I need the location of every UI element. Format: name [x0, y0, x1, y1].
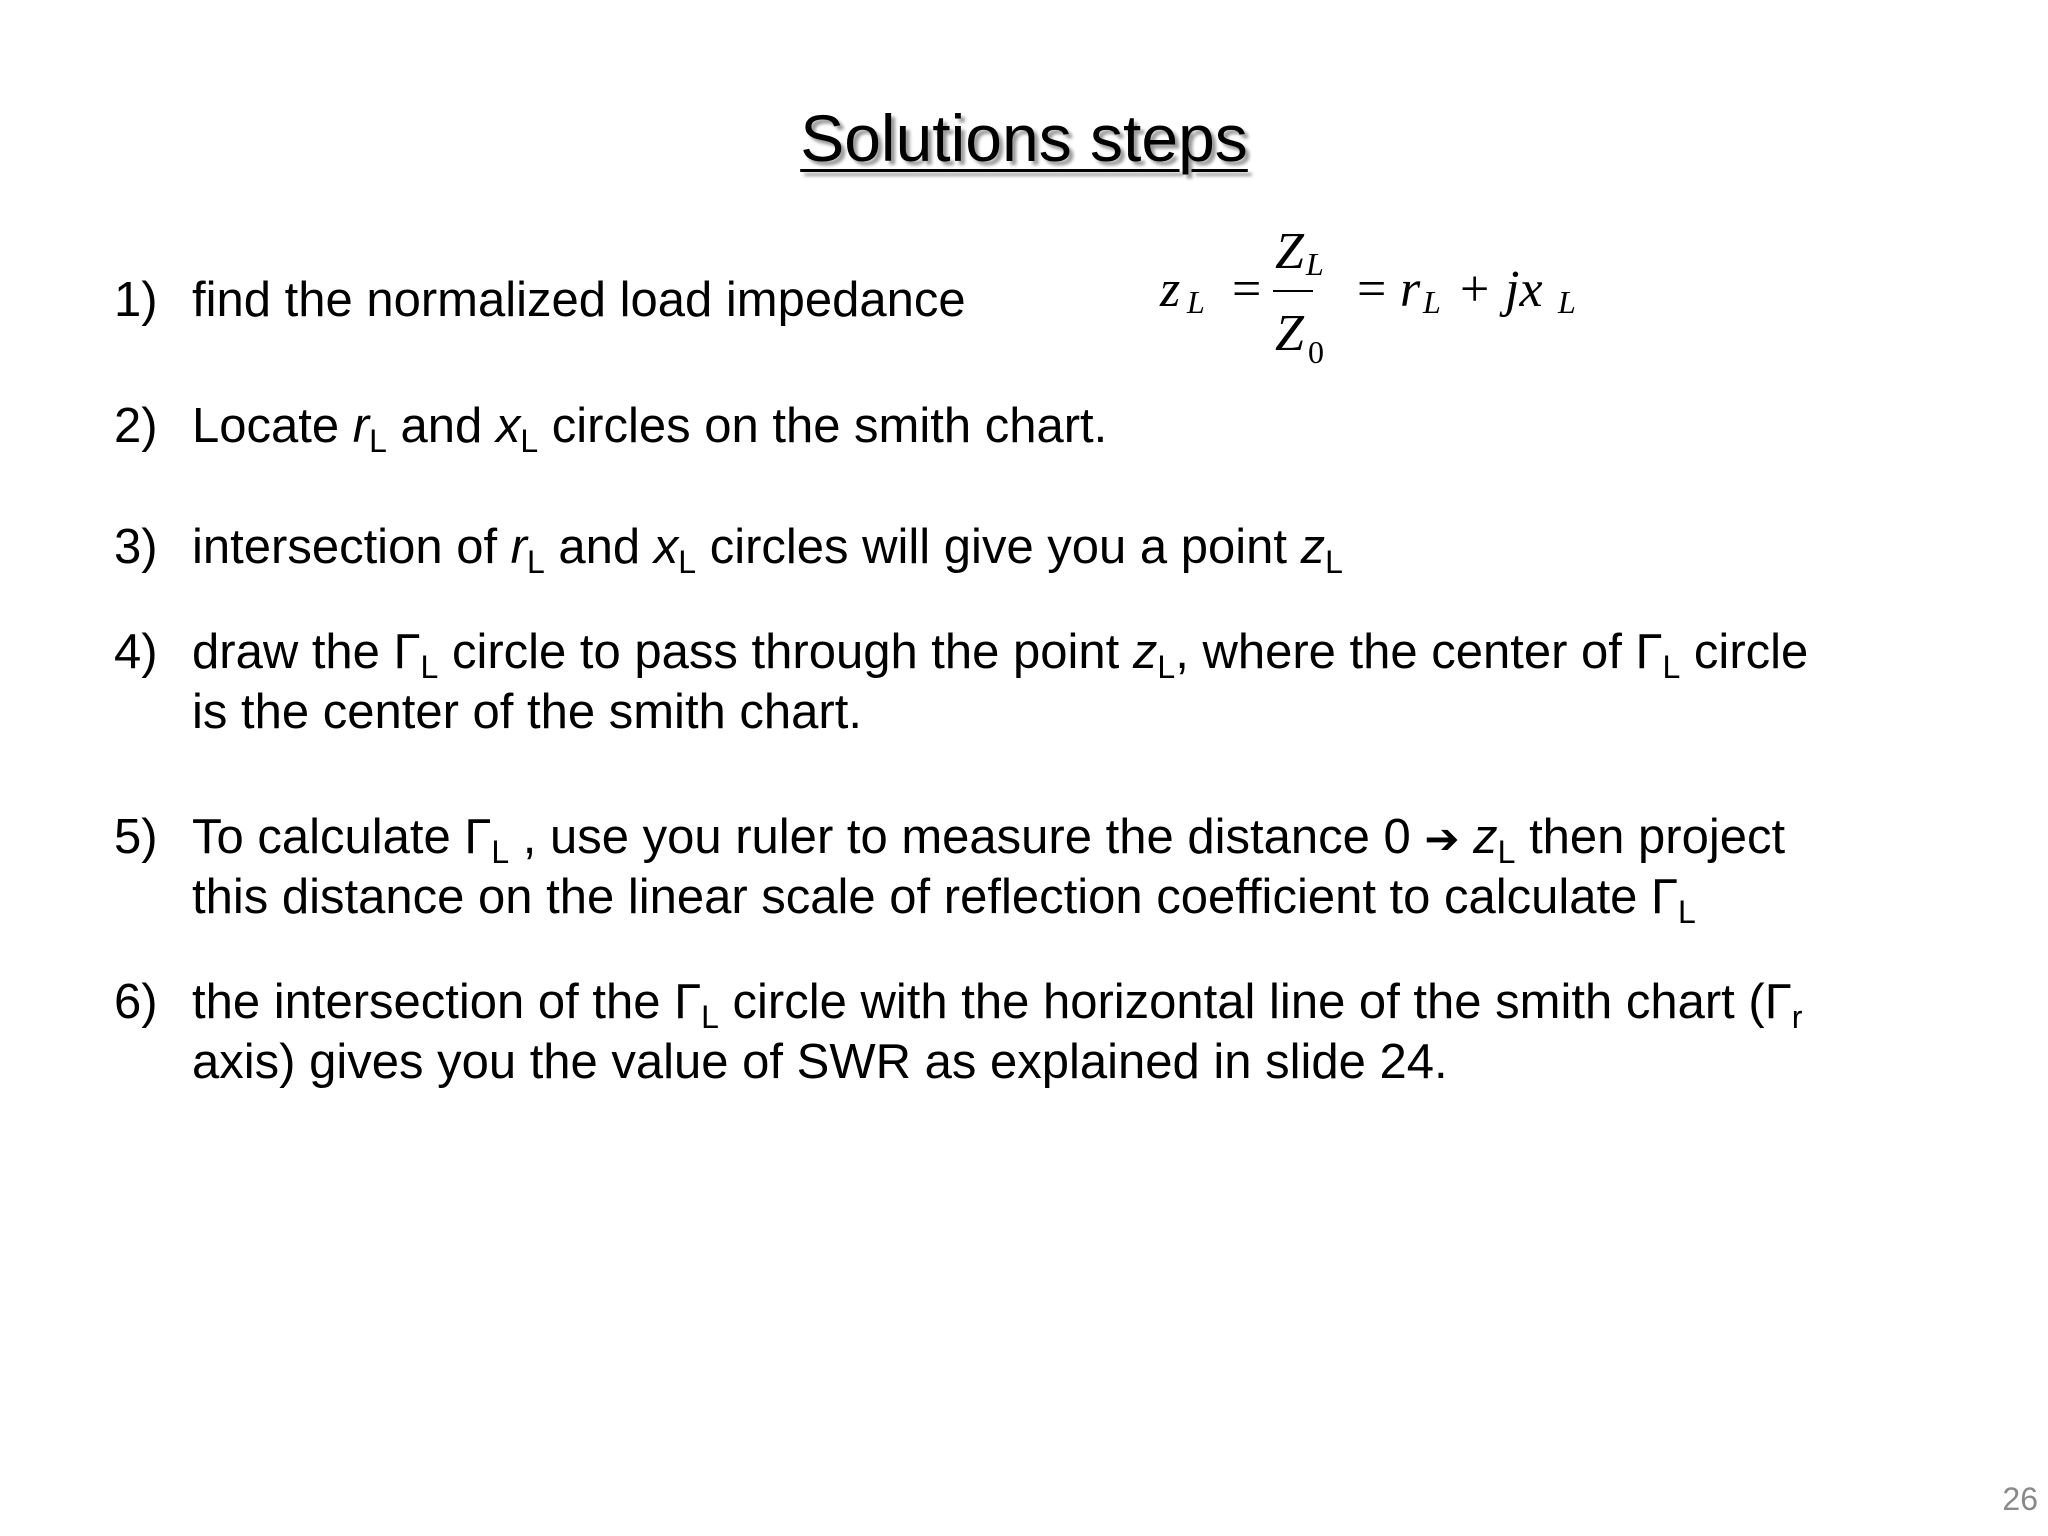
formula-r: r [1400, 261, 1421, 318]
formula-z: z [1160, 261, 1181, 318]
formula-numerator: Z [1275, 223, 1304, 280]
formula-r-sub: L [1423, 284, 1441, 320]
formula-jx-sub: L [1558, 284, 1576, 320]
arrow-icon: ➔ [1424, 814, 1460, 863]
formula-z-sub: L [1187, 284, 1205, 320]
step-text: draw the $\Gamma_L$ circle to pass through the point $z_L$, where the center of $\Gamma_L$ circle is the center of the smith chart. [192, 625, 1809, 739]
step-number: 4) [114, 625, 158, 679]
step-text: To calculate $\Gamma_L$ , use you ruler to measure the distance 0 ➔ $z_L$ then project this distance on the linear scale of reflection coefficient to calculate $\Gamma_L$ [192, 810, 1786, 930]
formula-numerator-sub: L [1306, 246, 1324, 282]
step-text: Locate $r_L$ and $x_L$ circles on the smith chart. [192, 399, 1108, 459]
formula-plus: + [1460, 261, 1490, 318]
step-number: 3) [114, 520, 158, 574]
slide-title: Solutions steps [800, 101, 1248, 175]
impedance-formula [1160, 222, 1590, 372]
formula-equals-1: = [1232, 261, 1262, 318]
step-number: 5) [114, 810, 158, 864]
step-number: 1) [114, 273, 158, 327]
step-text: intersection of $r_L$ and $x_L$ circles will give you a point $z_L$ [192, 520, 1343, 580]
fraction-bar [1273, 290, 1313, 292]
formula-jx: jx [1505, 261, 1543, 318]
step-text: the intersection of the $\Gamma_L$ circle with the horizontal line of the smith chart ($\Gamma_r$ axis) gives you the value of SWR as explained in slide 24. [192, 975, 1803, 1089]
formula-equals-2: = [1357, 261, 1387, 318]
step-number: 6) [114, 975, 158, 1029]
step-text: find the normalized load impedance [192, 273, 966, 327]
formula-denominator: Z [1275, 305, 1304, 362]
page-number: 26 [2002, 1481, 2038, 1517]
step-number: 2) [114, 399, 158, 453]
formula-denominator-sub: 0 [1308, 334, 1324, 370]
